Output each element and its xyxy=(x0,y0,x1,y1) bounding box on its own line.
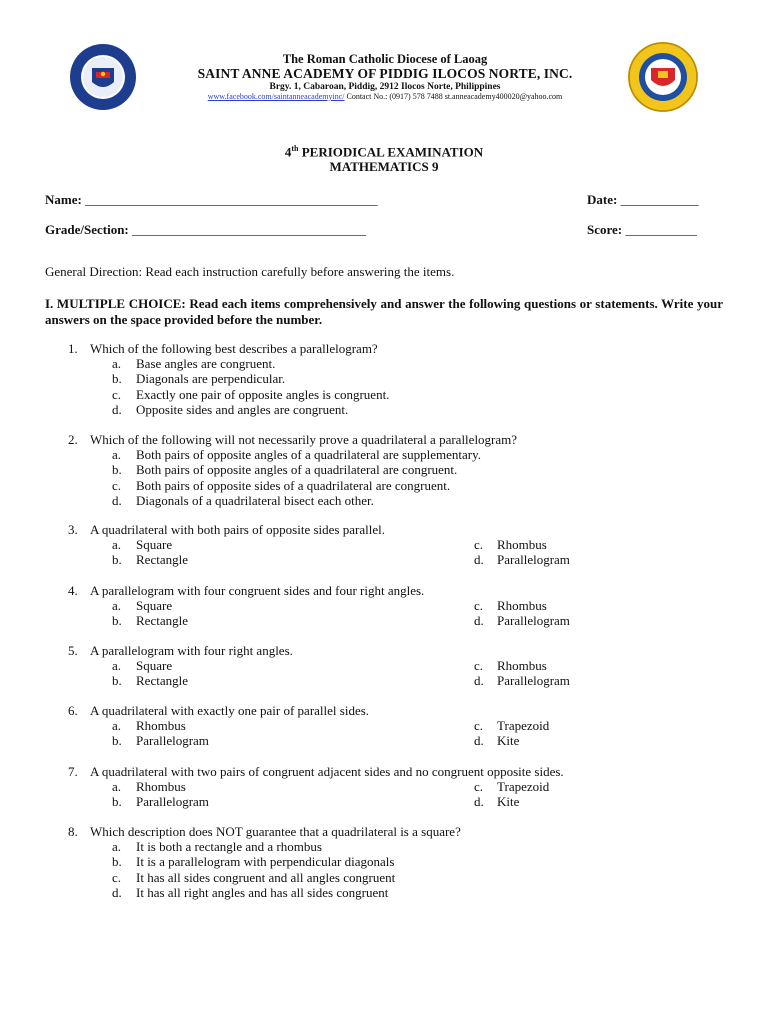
school-address: Brgy. 1, Cabaroan, Piddig, 2912 Ilocos Norte, Philippines xyxy=(269,82,501,92)
general-direction: General Direction: Read each instruction carefully before answering the items. xyxy=(45,264,455,279)
question-2: 2. Which of the following will not necessarily prove a quadrilateral a parallelogram? a. Both pairs of opposite angles of a quadrilateral are supplementary. b. Both pairs of opposite angles of a quadrilateral are congruent. c. Both pairs of opposite sides of a quadrilateral are congruent. d. Diagonals of a quadrilateral bisect each other. xyxy=(68,432,518,508)
date-field[interactable]: Date: ____________ xyxy=(587,192,699,207)
exam-subject: MATHEMATICS 9 xyxy=(329,159,439,174)
question-5: 5. A parallelogram with four right angles. a. Square c. Rhombus b. Rectangle d. Parallelogram xyxy=(68,643,570,689)
school-name: SAINT ANNE ACADEMY OF PIDDIG ILOCOS NORTE, INC. xyxy=(197,66,573,81)
deped-seal-logo xyxy=(70,44,136,110)
grade-section-field[interactable]: Grade/Section: ____________________________________ xyxy=(45,222,367,237)
part1-instructions: I. MULTIPLE CHOICE: Read each items comprehensively and answer the following questions or statements. Write your answers on the space provided before the number. xyxy=(45,296,723,327)
exam-title: 4th PERIODICAL EXAMINATION xyxy=(284,144,484,160)
diocese-name: The Roman Catholic Diocese of Laoag xyxy=(282,52,488,66)
facebook-link[interactable]: www.facebook.com/saintanneacademyinc/ xyxy=(207,92,345,101)
score-field[interactable]: Score: ___________ xyxy=(587,222,697,237)
name-field[interactable]: Name: _____________________________________________ xyxy=(45,192,378,207)
school-contact xyxy=(150,92,620,101)
question-3: 3. A quadrilateral with both pairs of opposite sides parallel. a. Square c. Rhombus b. Rectangle d. Parallelogram xyxy=(68,522,570,568)
question-1: 1. Which of the following best describes a parallelogram? a. Base angles are congruent. b. Diagonals are perpendicular. c. Exactly one pair of opposite angles is congruent. d. Opposite sides and angles are congruent. xyxy=(68,341,390,417)
question-8: 8. Which description does NOT guarantee that a quadrilateral is a square? a. It is both a rectangle and a rhombus b. It is a parallelogram with perpendicular diagonals c. It has all sides congruent and all angles congruent d. It has all right angles and has all sides congruent xyxy=(68,824,461,900)
contact-info: Contact No.: (0917) 578 7488 st.anneacademy400020@yahoo.com xyxy=(344,92,563,101)
school-seal-logo xyxy=(628,42,698,112)
question-4: 4. A parallelogram with four congruent sides and four right angles. a. Square c. Rhombus b. Rectangle d. Parallelogram xyxy=(68,583,570,629)
question-6: 6. A quadrilateral with exactly one pair of parallel sides. a. Rhombus c. Trapezoid b. Parallelogram d. Kite xyxy=(68,703,550,749)
question-7: 7. A quadrilateral with two pairs of congruent adjacent sides and no congruent opposite sides. a. Rhombus c. Trapezoid b. Parallelogram d. Kite xyxy=(68,764,564,810)
